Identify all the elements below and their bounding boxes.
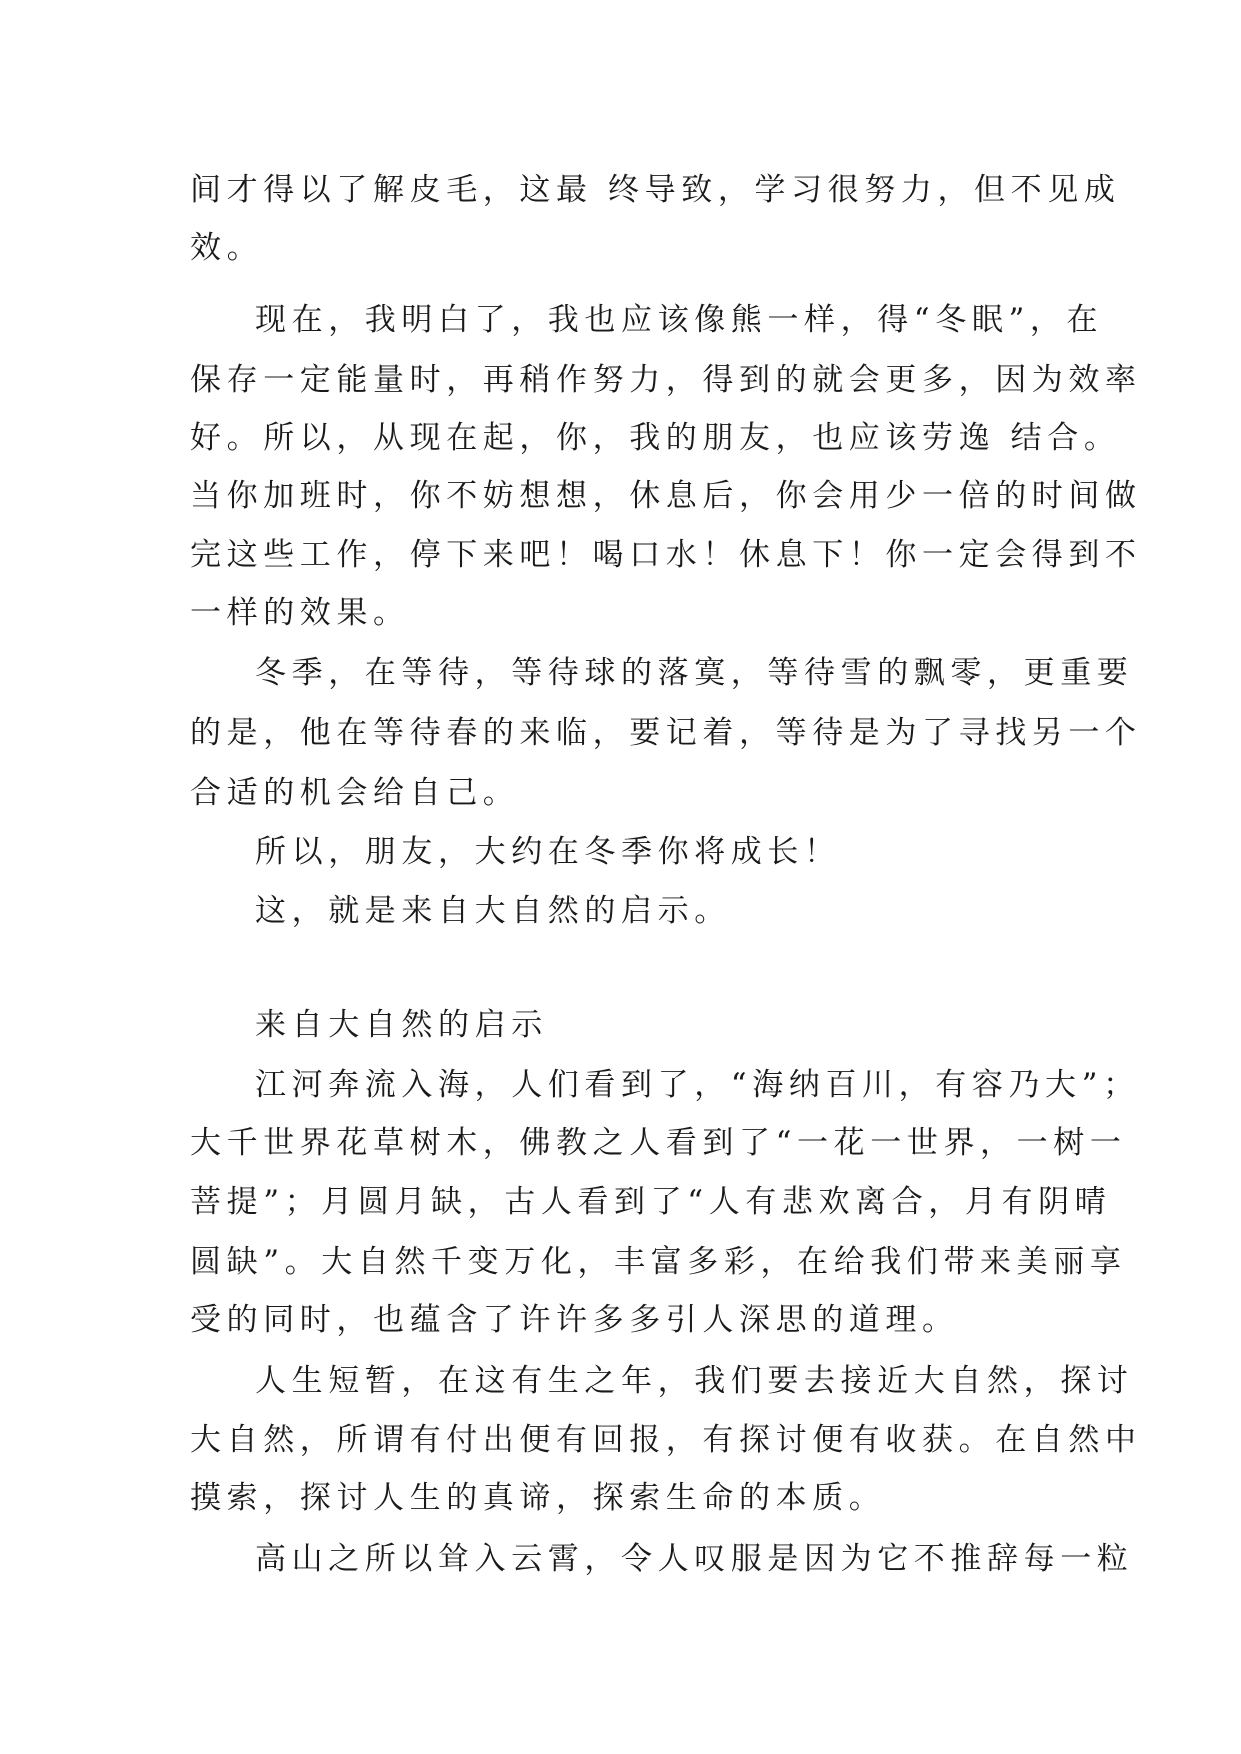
paragraph-first-line: 人生短暂，在这有生之年，我们要去接近大自然，探讨 xyxy=(255,1363,1134,1399)
text-line: 好。所以，从现在起，你，我的朋友，也应该劳逸 结合。 xyxy=(190,420,1121,456)
paragraph-first-line: 冬季，在等待，等待球的落寞，等待雪的飘零，更重要 xyxy=(255,655,1134,691)
text-line: 间才得以了解皮毛，这最 终导致，学习很努力，但不见成 xyxy=(190,172,1121,208)
paragraph-first-line: 江河奔流入海，人们看到了，“海纳百川，有容乃大”； xyxy=(255,1067,1140,1103)
section-title: 来自大自然的启示 xyxy=(255,1007,548,1043)
text-line: 一样的效果。 xyxy=(190,595,410,631)
paragraph-first-line: 现在，我明白了，我也应该像熊一样，得“冬眠”，在 xyxy=(255,302,1104,338)
text-line: 大千世界花草树木，佛教之人看到了“一花一世界，一树一 xyxy=(190,1125,1127,1161)
text-line: 大自然，所谓有付出便有回报，有探讨便有收获。在自然中 xyxy=(190,1422,1142,1458)
text-line: 当你加班时，你不妨想想，休息后，你会用少一倍的时间做 xyxy=(190,478,1142,514)
text-line: 受的同时，也蕴含了许许多多引人深思的道理。 xyxy=(190,1302,959,1338)
text-line: 的是，他在等待春的来临，要记着，等待是为了寻找另一个 xyxy=(190,715,1142,751)
text-line: 合适的机会给自己。 xyxy=(190,775,520,811)
text-line: 保存一定能量时，再稍作努力，得到的就会更多，因为效率 xyxy=(190,362,1142,398)
text-line: 完这些工作，停下来吧！喝口水！休息下！你一定会得到不 xyxy=(190,537,1142,573)
paragraph-first-line: 高山之所以耸入云霄，令人叹服是因为它不推辞每一粒 xyxy=(255,1541,1134,1577)
text-line: 圆缺”。大自然千变万化，丰富多彩，在给我们带来美丽享 xyxy=(190,1244,1127,1280)
text-line: 摸索，探讨人生的真谛，探索生命的本质。 xyxy=(190,1480,886,1516)
text-line: 效。 xyxy=(190,230,264,266)
text-line: 菩提”；月圆月缺，古人看到了“人有悲欢离合，月有阴晴 xyxy=(190,1184,1112,1220)
paragraph-first-line: 所以，朋友，大约在冬季你将成长！ xyxy=(255,834,841,870)
paragraph-first-line: 这，就是来自大自然的启示。 xyxy=(255,893,731,929)
